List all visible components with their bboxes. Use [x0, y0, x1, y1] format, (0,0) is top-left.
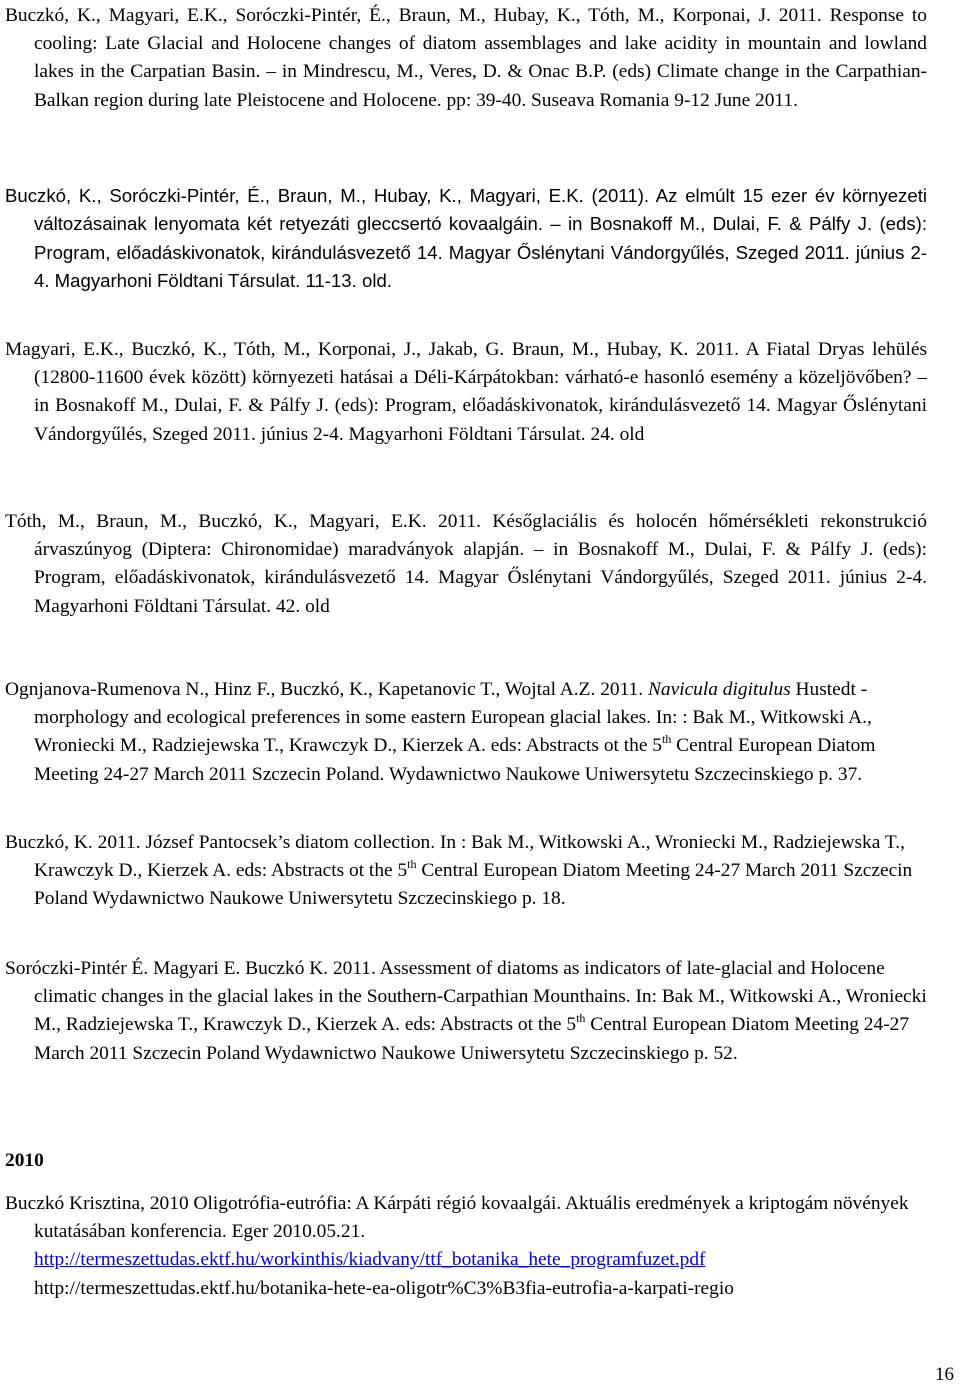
reference-text: Buczkó, K. 2011. József Pantocsek’s diatom collection. In : Bak M., Witkowski A., Wroniecki M., Radziejewska T., Krawczyk D., Kierzek A. eds: Abstracts ot the 5th Central European Diatom Meeting 24-27 March 2011 Szczecin Poland Wydawnictwo Naukowe Uniwersytetu Szczecinskiego p. 18.: [5, 832, 913, 910]
reference-buczko-2011-pantocsek: [5, 829, 927, 914]
reference-text: Buczkó, K., Magyari, E.K., Soróczki-Pintér, É., Braun, M., Hubay, K., Tóth, M., Korponai, J. 2011. Response to cooling: Late Glacial and Holocene changes of diatom assemblages and lake acidity in mountain and lowland lakes in the Carpatian Basin. – in Mindrescu, M., Veres, D. & Onac B.P. (eds) Climate change in the Carpathian-Balkan region during late Pleistocene and Holocene. pp: 39-40. Suseava Romania 9-12 June 2011.: [5, 5, 927, 111]
reference-buczko-2011-response-to-cooling: [5, 2, 927, 115]
reference-text: Magyari, E.K., Buczkó, K., Tóth, M., Korponai, J., Jakab, G. Braun, M., Hubay, K. 2011. A Fiatal Dryas lehülés (12800-11600 évek között) környezeti hatásai a Déli-Kárpátokban: várható-e hasonló esemény a közeljövőben? – in Bosnakoff M., Dulai, F. & Pálfy J. (eds): Program, előadáskivonatok, kirándulásvezető 14. Magyar Őslénytani Vándorgyűlés, Szeged 2011. június 2-4. Magyarhoni Földtani Társulat. 24. old: [5, 339, 927, 445]
reference-buczko-2010: [5, 1190, 927, 1303]
presentation-url: http://termeszettudas.ektf.hu/botanika-hete-ea-oligotr%C3%B3fia-eutrofia-a-karpati-regio: [34, 1277, 734, 1299]
reference-text: Buczkó, K., Soróczki-Pintér, É., Braun, M., Hubay, K., Magyari, E.K. (2011). Az elmúlt 15 ezer év környezeti változásainak lenyomata két retyezáti gleccsertó kovaalgáin. – in Bosnakoff M., Dulai, F. & Pálfy J. (eds): Program, előadáskivonatok, kirándulásvezető 14. Magyar Őslénytani Vándorgyűlés, Szeged 2011. június 2-4. Magyarhoni Földtani Társulat. 11-13. old.: [5, 185, 927, 292]
reference-buczko-2011-az-elmult: [5, 182, 927, 296]
programfuzet-link[interactable]: http://termeszettudas.ektf.hu/workinthis/kiadvany/ttf_botanika_hete_programfuzet.pdf: [34, 1249, 706, 1271]
reference-text: Soróczki-Pintér É. Magyari E. Buczkó K. 2011. Assessment of diatoms as indicators of late-glacial and Holocene climatic changes in the glacial lakes in the Southern-Carpathian Mounthains. In: Bak M., Witkowski A., Wroniecki M., Radziejewska T., Krawczyk D., Kierzek A. eds: Abstracts ot the 5th Central European Diatom Meeting 24-27 March 2011 Szczecin Poland Wydawnictwo Naukowe Uniwersytetu Szczecinskiego p. 52.: [5, 958, 927, 1064]
species-name: Navicula digitulus: [647, 679, 791, 700]
reference-text: Buczkó Krisztina, 2010 Oligotrófia-eutrófia: A Kárpáti régió kovaalgái. Aktuális eredmények a kriptogám növények kutatásában konferencia. Eger 2010.05.21. http://termeszettudas.ektf.hu/workinthis/kiadvany/ttf_botanika_hete_programfuzet.pdf http://termeszettudas.ektf.hu/botanika-hete-ea-oligotr%C3%B3fia-eutrofia-a-karpati-regio: [5, 1193, 909, 1299]
reference-soroczki-pinter-2011: [5, 955, 927, 1068]
reference-magyari-2011: [5, 336, 927, 449]
reference-ognjanova-rumenova-2011: [5, 676, 927, 789]
reference-text: Tóth, M., Braun, M., Buczkó, K., Magyari, E.K. 2011. Későglaciális és holocén hőmérsékleti rekonstrukció árvaszúnyog (Diptera: Chironomidae) maradványok alapján. – in Bosnakoff M., Dulai, F. & Pálfy J. (eds): Program, előadáskivonatok, kirándulásvezető 14. Magyar Őslénytani Vándorgyűlés, Szeged 2011. június 2-4. Magyarhoni Földtani Társulat. 42. old: [5, 511, 927, 617]
year-heading: 2010: [5, 1150, 44, 1171]
page-number: 16: [935, 1364, 954, 1385]
reference-toth-2011: [5, 508, 927, 621]
reference-text: Ognjanova-Rumenova N., Hinz F., Buczkó, K., Kapetanovic T., Wojtal A.Z. 2011. Navicula digitulus Hustedt - morphology and ecological preferences in some eastern European glacial lakes. In: : Bak M., Witkowski A., Wroniecki M., Radziejewska T., Krawczyk D., Kierzek A. eds: Abstracts ot the 5th Central European Diatom Meeting 24-27 March 2011 Szczecin Poland. Wydawnictwo Naukowe Uniwersytetu Szczecinskiego p. 37.: [5, 679, 876, 785]
